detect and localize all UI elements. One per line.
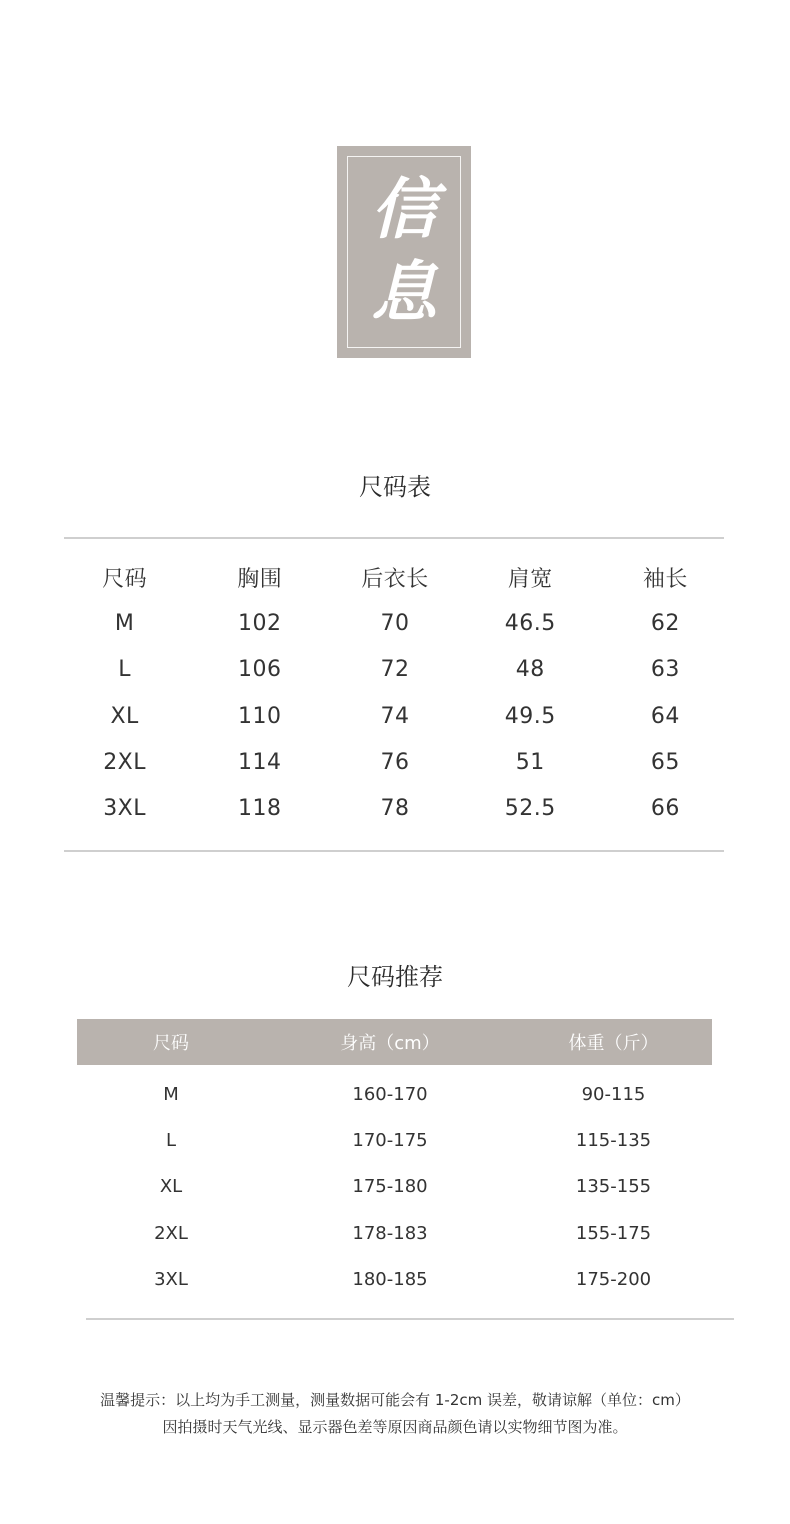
table-cell: 49.5 [504,703,556,729]
size-table-bottom-divider [64,850,724,852]
badge-char-1: 信 [371,170,437,248]
table-cell: 70 [380,610,410,636]
info-badge [337,146,471,358]
table-cell: 160-170 [352,1083,428,1105]
table-cell: 175-200 [575,1268,652,1290]
table-cell: 102 [238,610,282,636]
table-cell: 178-183 [352,1222,428,1244]
table-cell: 62 [650,610,680,636]
recommend-header-weight: 体重（斤） [568,1033,659,1054]
table-row [77,1071,712,1117]
size-table-header-row [57,554,733,600]
table-cell: 78 [380,796,410,822]
table-row [77,1164,712,1210]
color-note: 因拍摄时天气光线、显示器色差等原因商品颜色请以实物细节图为准。 [162,1418,628,1436]
table-cell: 52.5 [504,796,556,822]
table-cell: 48 [515,657,545,683]
table-cell: 74 [380,703,410,729]
table-cell: 110 [238,703,282,729]
header-size: 尺码 [102,566,148,592]
table-row [57,785,733,831]
table-row [77,1256,712,1302]
table-cell: 72 [380,657,410,683]
recommend-table [77,1071,712,1302]
table-cell: 106 [238,657,282,683]
table-cell: 3XL [103,796,147,822]
table-cell: 118 [238,796,282,822]
table-row [57,739,733,785]
table-cell: 170-175 [352,1129,428,1151]
size-table-top-divider [64,537,724,539]
table-cell: 63 [650,657,680,683]
table-row [57,693,733,739]
table-cell: 115-135 [575,1129,652,1151]
recommend-header-height: 身高（cm） [340,1033,440,1054]
table-cell: L [118,657,131,683]
table-cell: 180-185 [352,1268,428,1290]
size-table [57,554,733,832]
measurement-note: 温馨提示：以上均为手工测量，测量数据可能会有 1-2cm 误差，敬请谅解（单位：cm） [100,1391,690,1409]
table-row [57,647,733,693]
header-length: 后衣长 [361,566,429,592]
recommend-title: 尺码推荐 [347,963,443,991]
header-sleeve: 袖长 [642,566,688,592]
table-cell: 90-115 [581,1083,646,1105]
table-cell: 175-180 [352,1176,428,1198]
table-row [57,600,733,646]
table-row [77,1117,712,1163]
header-chest: 胸围 [237,566,283,592]
recommend-header-row [77,1019,712,1065]
table-cell: XL [110,703,139,729]
table-cell: 114 [238,749,282,775]
table-cell: 135-155 [575,1176,652,1198]
table-cell: M [163,1083,179,1105]
size-table-title: 尺码表 [359,473,431,501]
recommend-bottom-divider [86,1318,734,1320]
table-cell: M [114,610,135,636]
table-cell: 155-175 [575,1222,652,1244]
badge-char-2: 息 [371,253,437,331]
table-cell: 65 [650,749,680,775]
table-cell: 46.5 [504,610,556,636]
table-cell: 64 [650,703,680,729]
table-cell: 51 [515,749,545,775]
recommend-header-size: 尺码 [153,1033,189,1054]
table-cell: 2XL [103,749,147,775]
table-cell: L [165,1129,177,1151]
header-shoulder: 肩宽 [507,566,553,592]
table-cell: 66 [650,796,680,822]
table-cell: 76 [380,749,410,775]
table-cell: XL [159,1176,183,1198]
table-cell: 3XL [154,1268,188,1290]
table-row [77,1210,712,1256]
table-cell: 2XL [154,1222,188,1244]
